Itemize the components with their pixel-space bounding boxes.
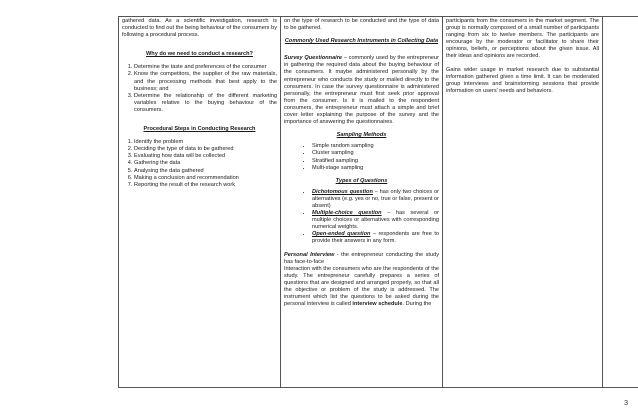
col2-intro: on the type of research to be conducted and the type of data to be gathered. (284, 18, 439, 32)
instruments-heading: Commonly Used Research Instruments in Collecting Data (284, 38, 439, 45)
list-item: • Multi-stage sampling (312, 165, 439, 172)
list-item: • Stratified sampling (312, 158, 439, 165)
list-item: 3. Evaluating how data will be collected (134, 153, 277, 160)
steps-heading: Procedural Steps in Conducting Research (143, 126, 256, 133)
list-item: 5. Analysing the data gathered (134, 168, 277, 175)
col1-intro: gathered data. As a scientific investigation, research is conducted to find out the being behaviour of the consumers by following a procedural process. (122, 18, 277, 39)
why-heading: Why do we need to conduct a research? (146, 51, 253, 58)
survey-text: – commonly used by the entrepreneur in gathering the required data about the buying behaviour of the consumers. It maybe administered personally by the entrepreneur who conducts the study or mailed directly to the consumers. In case the survey questionnaire is administered personally, the entrepreneur must first seek prior approval from the consumer. Is it is mailed to the respondent consumers, the entrepreneur must attach a simple and brief cover letter explaining the purpose of the survey and the importance of answering the questionnaires. (284, 55, 439, 126)
list-item (312, 210, 439, 231)
sampling-list (284, 143, 439, 171)
steps-list (122, 139, 277, 189)
list-item: 4. Gathering the data (134, 160, 277, 167)
column-3 (443, 17, 603, 388)
list-item: 7. Reporting the result of the research work (134, 182, 277, 189)
list-item (312, 189, 439, 210)
why-list (122, 64, 277, 114)
list-item: 6. Making a conclusion and recommendation (134, 175, 277, 182)
sampling-heading: Sampling Methods (336, 132, 387, 139)
list-item: • Simple random sampling (312, 143, 439, 150)
page-number: 3 (624, 400, 628, 407)
question-term: Multiple-choice question (312, 210, 382, 217)
question-text: – has only two choices or alternatives (e.g. yes or no, true or false, present or absent) (312, 188, 439, 209)
interview-text: - the entrepreneur conducting the study has face-to-face (284, 251, 439, 265)
interview-text-2: Interaction with the consumers who are the respondents of the study. The entrepreneur carefully prepares a series of questions that are designed and arranged properly, so that all the objective or problem of the study is addressed. The instrument which list the questions to be asked during the personal interview is called (284, 265, 439, 308)
list-item: 2. Deciding the type of data to be gathered (134, 146, 277, 153)
interview-paragraph-2 (284, 266, 439, 309)
col3-paragraph-2: Gains wider usage in market research due to substantial information gathered given a time limit. It can be moderated group interviews and brainstorming sessions that provide information on users' needs and behaviors. (446, 66, 599, 94)
column-2 (281, 17, 443, 388)
survey-paragraph (284, 55, 439, 126)
list-item: 3. Determine the relationship of the different marketing variables relative to the buying behaviour of the consumers. (134, 93, 277, 114)
list-item: • Cluster sampling (312, 150, 439, 157)
questions-list (284, 189, 439, 246)
question-term: Dichotomous question (312, 188, 373, 195)
list-item: 1. Determine the taste and preferences of the consumer (134, 64, 277, 71)
question-text: – respondents are free to provide their answers in any form. (312, 231, 439, 245)
question-text: – has several or multiple choices or alternatives with corresponding numerical weights. (312, 210, 439, 231)
interview-paragraph (284, 252, 439, 266)
content-table (118, 16, 638, 388)
question-term: Open-ended question (312, 231, 371, 238)
interview-bold: interview schedule (352, 301, 403, 308)
column-1 (119, 17, 281, 388)
questions-heading: Types of Questions (335, 177, 388, 184)
list-item (312, 231, 439, 245)
interview-tail: . During the (402, 301, 432, 308)
list-item: 1. Identify the problem (134, 139, 277, 146)
interview-term: Personal Interview (284, 251, 335, 258)
list-item: 2. Know the competitors, the supplier of the raw materials, and the processing methods that best apply to the business; and (134, 71, 277, 92)
column-4 (603, 17, 638, 388)
survey-term: Survey Questionnaire (284, 55, 343, 62)
col3-paragraph-1: participants from the consumers in the market segment. The group is normally composed of a small number of participants ranging from six to twelve members. The participants are encourage by the moderator or facilitator to share their opinions, beliefs, or perceptions about the given issue. All their ideas and opinions are recorded. (446, 18, 599, 60)
